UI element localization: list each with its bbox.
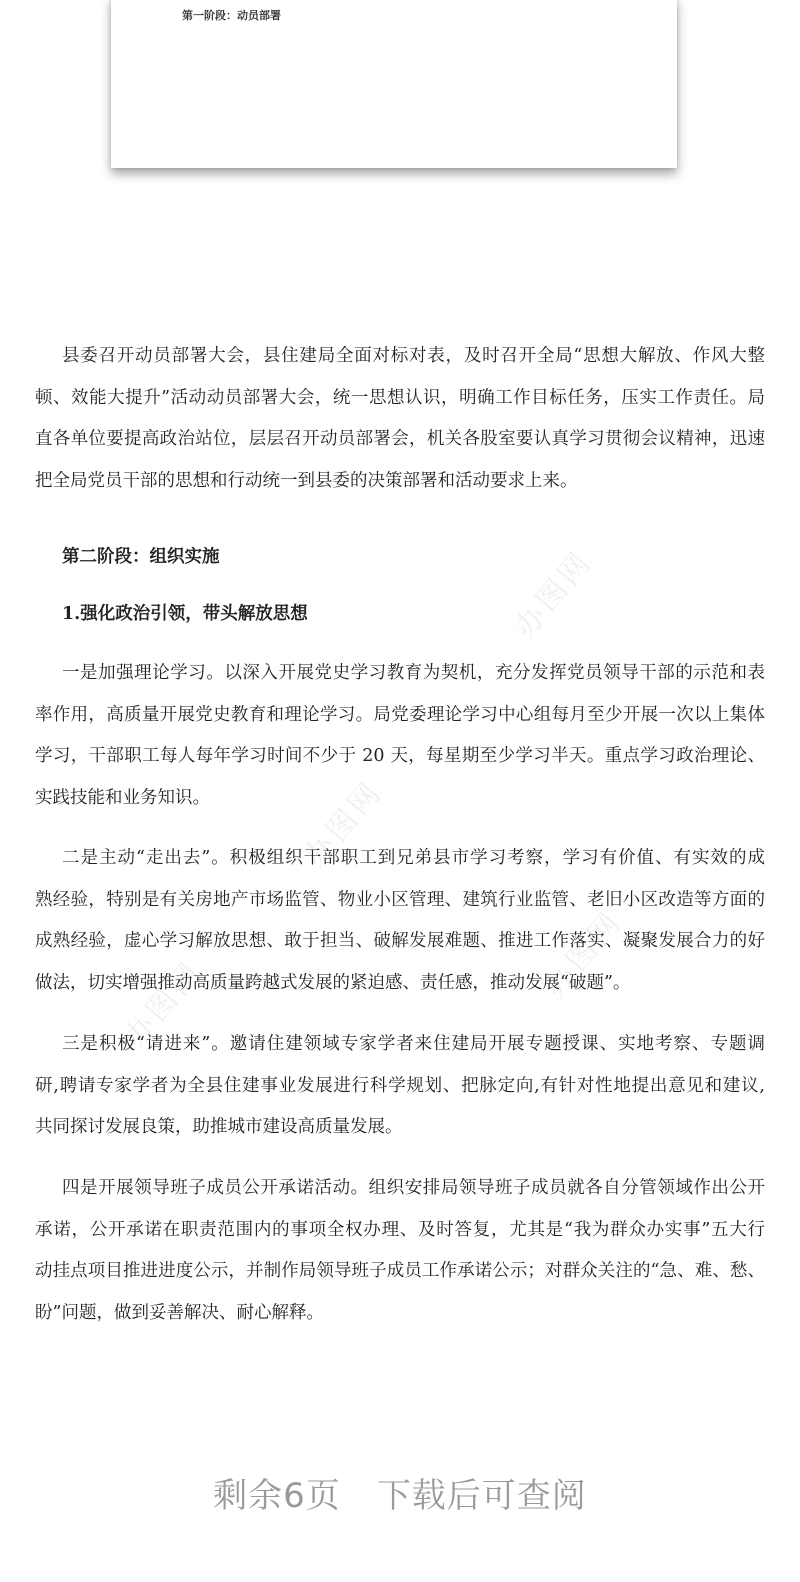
- text-line: 共同探讨发展良策，助推城市建设高质量发展。: [35, 1117, 403, 1138]
- text-line: 学习，干部职工每人每年学习时间不少于 20 天，每星期至少学习半天。重点学习政治理论、: [35, 746, 765, 767]
- text-line: 承诺，公开承诺在职责范围内的事项全权办理、及时答复，尤其是“我为群众办实事”五大行: [35, 1219, 765, 1240]
- text-line: 把全局党员干部的思想和行动统一到县委的决策部署和活动要求上来。: [35, 471, 578, 492]
- stage2-heading: 第二阶段：组织实施: [62, 547, 220, 567]
- text-line: 直各单位要提高政治站位，层层召开动员部署会，机关各股室要认真学习贯彻会议精神，迅速: [35, 429, 765, 450]
- paragraph-public-commitment: [35, 1168, 765, 1335]
- text-line: 盼”问题，做到妥善解决、耐心解释。: [35, 1303, 324, 1324]
- download-to-view-label[interactable]: 下载后可查阅: [376, 1476, 587, 1516]
- text-line: 顿、效能大提升”活动动员部署大会，统一思想认识，明确工作目标任务，压实工作责任。局: [35, 387, 765, 408]
- section1-heading: 1.强化政治引领，带头解放思想: [62, 604, 308, 624]
- stage1-heading: 第一阶段：动员部署: [182, 9, 281, 22]
- text-line: 熟经验，特别是有关房地产市场监管、物业小区管理、建筑行业监管、老旧小区改造等方面的: [35, 889, 765, 910]
- paragraph-theory-study: [35, 653, 765, 820]
- watermark: 办图网: [117, 953, 210, 1055]
- paragraph-go-out: [35, 838, 765, 1005]
- paragraph-invite-in: [35, 1024, 765, 1149]
- text-line: 县委召开动员部署大会，县住建局全面对标对表，及时召开全局“思想大解放、作风大整: [62, 346, 765, 366]
- paragraph-mobilization: [35, 336, 765, 503]
- remaining-pages-label[interactable]: 剩余6页: [213, 1476, 341, 1516]
- watermark: 办图网: [297, 773, 390, 875]
- text-line: 研,聘请专家学者为全县住建事业发展进行科学规划、把脉定向,有针对性地提出意见和建议,: [35, 1075, 765, 1096]
- text-line: 率作用，高质量开展党史教育和理论学习。局党委理论学习中心组每月至少开展一次以上集体: [35, 704, 765, 725]
- previous-page-card: [111, 0, 677, 168]
- text-line: 一是加强理论学习。以深入开展党史学习教育为契机，充分发挥党员领导干部的示范和表: [62, 663, 765, 683]
- watermark: 办图网: [507, 543, 600, 645]
- text-line: 实践技能和业务知识。: [35, 788, 210, 809]
- text-line: 做法，切实增强推动高质量跨越式发展的紧迫感、责任感，推动发展“破题”。: [35, 973, 631, 994]
- download-prompt[interactable]: [0, 1468, 800, 1517]
- text-line: 四是开展领导班子成员公开承诺活动。组织安排局领导班子成员就各自分管领域作出公开: [62, 1178, 765, 1198]
- text-line: 三是积极“请进来”。邀请住建领域专家学者来住建局开展专题授课、实地考察、专题调: [62, 1034, 765, 1054]
- text-line: 成熟经验，虚心学习解放思想、敢于担当、破解发展难题、推进工作落实、凝聚发展合力的好: [35, 931, 765, 952]
- watermark: 办图网: [537, 903, 630, 1005]
- text-line: 动挂点项目推进进度公示，并制作局领导班子成员工作承诺公示；对群众关注的“急、难、愁、: [35, 1261, 765, 1282]
- text-line: 二是主动“走出去”。积极组织干部职工到兄弟县市学习考察，学习有价值、有实效的成: [62, 848, 765, 868]
